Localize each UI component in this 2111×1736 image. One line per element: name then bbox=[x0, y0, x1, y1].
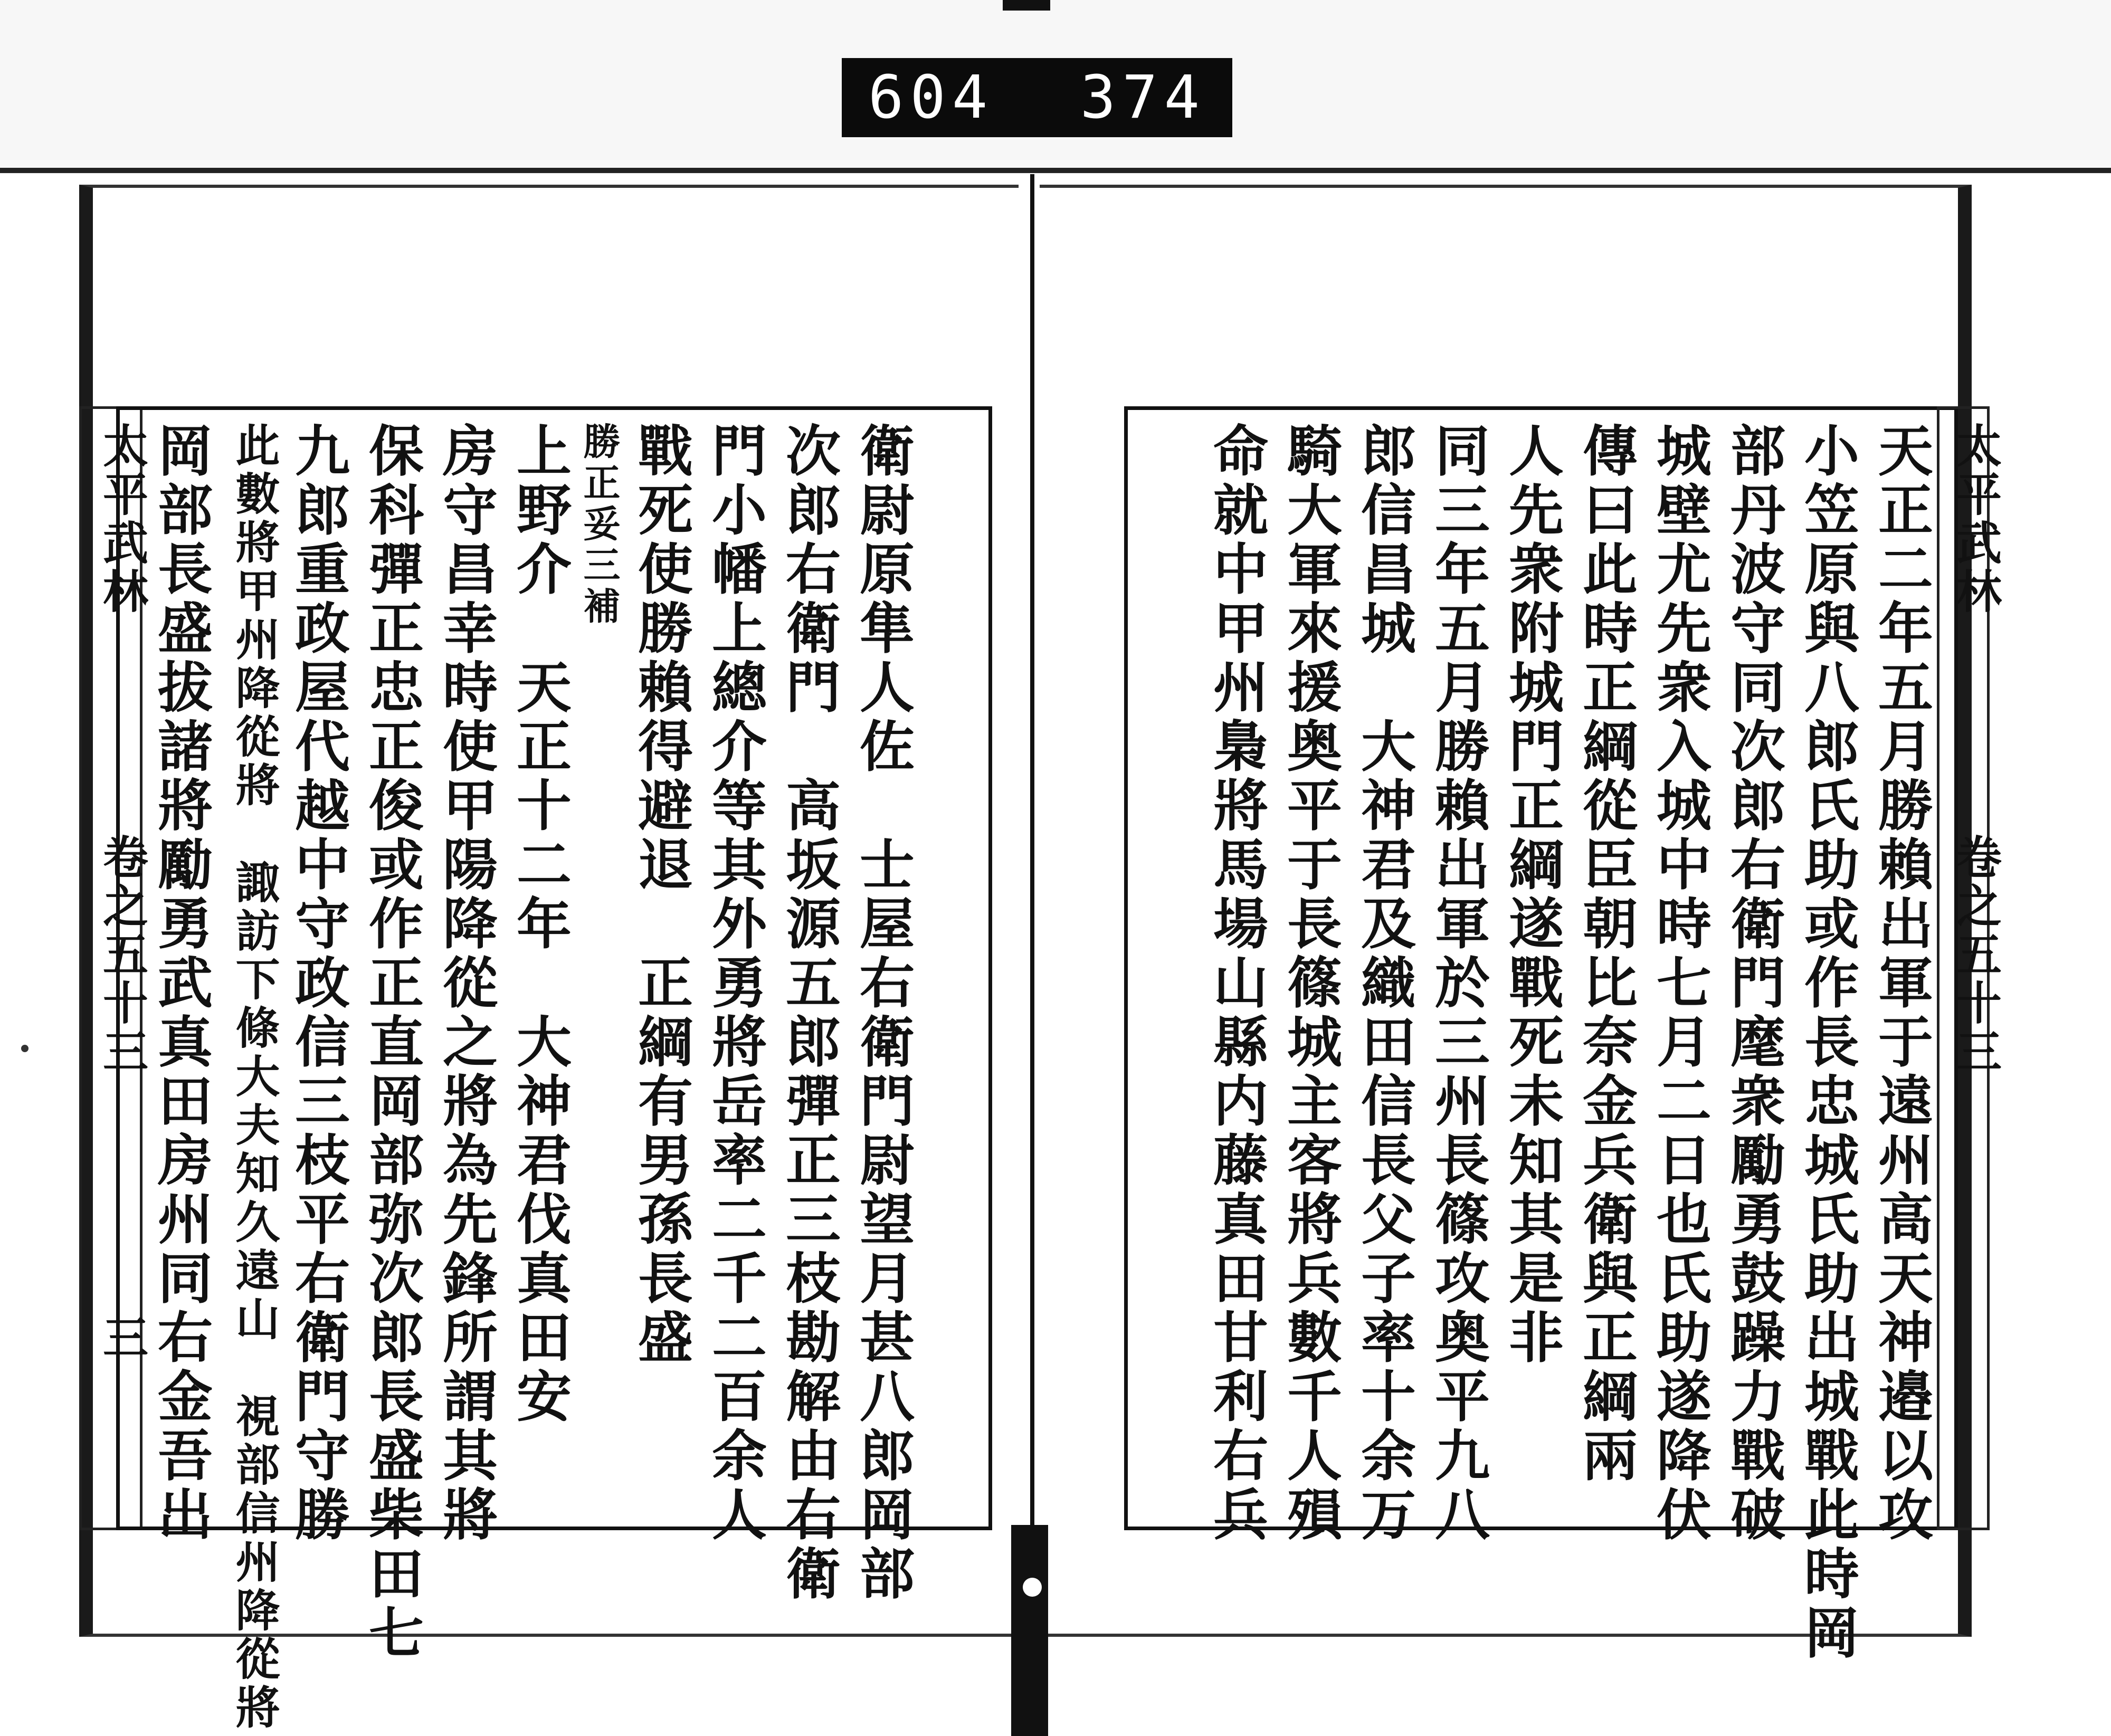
spine-clip bbox=[1011, 1525, 1048, 1736]
left-col-2: 次郎右衛門 高坂源五郎彈正三枝勘解由右衛 bbox=[776, 422, 841, 1604]
right-col-5: 傳曰此時正綱從臣朝比奈金兵衛與正綱兩 bbox=[1573, 422, 1638, 1486]
open-book bbox=[58, 174, 2002, 1733]
label-left-number: 604 bbox=[868, 63, 994, 132]
right-col-3: 部丹波守同次郎右衛門麾衆勵勇鼓躁力戰破 bbox=[1721, 422, 1786, 1545]
left-col-5: 勝正妥三補 bbox=[577, 422, 621, 628]
right-col-10: 命就中甲州梟將馬場山縣内藤真田甘利右兵 bbox=[1204, 422, 1269, 1545]
label-right-number: 374 bbox=[1080, 63, 1206, 132]
left-col-3: 門小幡上總介等其外勇將岳率二千二百余人 bbox=[702, 422, 767, 1545]
right-col-4: 城壁尤先衆入城中時七月二日也氏助遂降伏 bbox=[1647, 422, 1712, 1545]
left-page-number: 三 bbox=[95, 1314, 148, 1362]
left-col-10: 此數將甲州降從將 諏訪下條大夫知久遠山 視部信州降從將 bbox=[229, 422, 281, 1733]
spine bbox=[1019, 174, 1040, 1725]
left-col-1: 衛尉原隼人佐 士屋右衛門尉望月甚八郎岡部 bbox=[850, 422, 915, 1604]
top-rule bbox=[0, 168, 2111, 173]
right-col-7: 同三年五月勝賴出軍於三州長篠攻奥平九八 bbox=[1425, 422, 1490, 1545]
right-col-9: 騎大軍來援奥平于長篠城主客將兵數千人殞 bbox=[1278, 422, 1343, 1545]
left-col-11: 岡部長盛拔諸將勵勇武真田房州同右金吾出 bbox=[148, 422, 213, 1545]
right-col-1: 天正二年五月勝賴出軍于遠州高天神邉以攻 bbox=[1869, 422, 1934, 1545]
shelf-label bbox=[842, 58, 1232, 137]
right-book-title: 太平武林 bbox=[1948, 422, 2002, 616]
right-col-6: 人先衆附城門正綱遂戰死未知其是非 bbox=[1499, 422, 1564, 1368]
spine-line bbox=[1030, 174, 1034, 1704]
top-notch bbox=[1003, 0, 1050, 11]
right-col-8: 郎信昌城 大神君及織田信長父子率十余万 bbox=[1352, 422, 1416, 1545]
left-chapter: 卷之五十三 bbox=[95, 834, 148, 1076]
right-col-2: 小笠原與八郎氏助或作長忠城氏助出城戰此時岡 bbox=[1795, 422, 1860, 1663]
spine-hole bbox=[1023, 1578, 1042, 1597]
left-col-4: 戰死使勝賴得避退 正綱有男孫長盛 bbox=[629, 422, 693, 1368]
left-col-9: 九郎重政屋代越中守政信三枝平右衛門守勝 bbox=[286, 422, 350, 1545]
scan-speck bbox=[21, 1045, 28, 1052]
left-book-title: 太平武林 bbox=[95, 422, 148, 616]
left-col-8: 保科彈正忠正俊或作正直岡部弥次郎長盛柴田七 bbox=[359, 422, 424, 1663]
left-col-7: 房守昌幸時使甲陽降從之將為先鋒所謂其將 bbox=[433, 422, 498, 1545]
left-col-6: 上野介 天正十二年 大神君伐真田安 bbox=[507, 422, 572, 1427]
right-chapter: 卷之五十三 bbox=[1948, 834, 2002, 1076]
